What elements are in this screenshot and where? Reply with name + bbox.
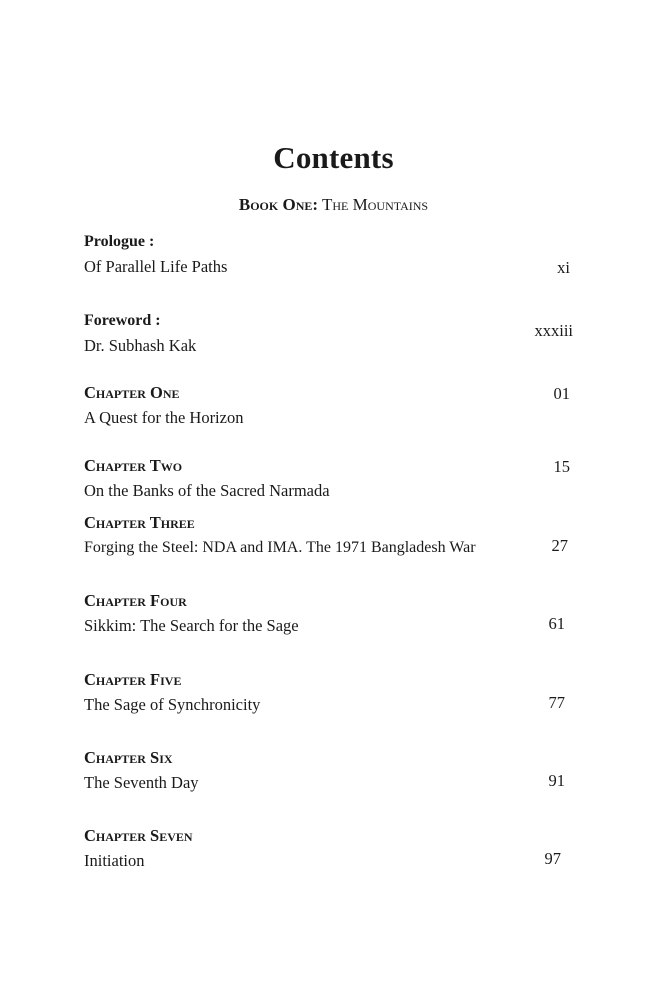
toc-subtitle: A Quest for the Horizon [84,408,244,427]
toc-entry-chapter-seven[interactable] [84,826,574,872]
book-subtitle [0,195,667,215]
toc-heading: Chapter Four [84,591,187,610]
toc-subtitle: The Seventh Day [84,773,199,792]
toc-subtitle: Sikkim: The Search for the Sage [84,616,299,635]
toc-heading: Chapter Three [84,513,195,532]
toc-entry-chapter-six[interactable] [84,748,574,794]
toc-entry-chapter-four[interactable] [84,591,574,637]
toc-entry-chapter-three[interactable] [84,513,574,559]
toc-subtitle: Forging the Steel: NDA and IMA. The 1971 Bangladesh War [84,539,476,556]
toc-page-number: xxxiii [534,321,573,340]
toc-page-number: 97 [544,849,561,868]
toc-entry-prologue[interactable] [84,232,574,278]
toc-page-number: xi [557,258,570,277]
toc-entry-chapter-two[interactable] [84,456,574,502]
toc-heading: Chapter Six [84,748,173,767]
toc-entry-foreword[interactable] [84,311,574,357]
book-number: Book One: [238,195,319,214]
toc-entry-chapter-one[interactable] [84,383,574,429]
page-title: Contents [273,140,394,175]
toc-page-number: 01 [553,384,570,403]
toc-subtitle: The Sage of Synchronicity [84,695,261,714]
toc-page-number: 27 [551,536,568,555]
toc-page-number: 61 [548,614,565,633]
toc-subtitle: Initiation [84,851,145,870]
toc-subtitle: Of Parallel Life Paths [84,257,228,276]
toc-entry-chapter-five[interactable] [84,670,574,716]
toc-heading: Chapter Two [84,456,183,475]
toc-heading: Foreword : [84,312,161,329]
toc-page-number: 91 [548,771,565,790]
toc-heading: Chapter One [84,383,180,402]
toc-page-number: 77 [548,693,565,712]
toc-subtitle: On the Banks of the Sacred Narmada [84,481,330,500]
toc-heading: Chapter Five [84,670,182,689]
toc-heading: Prologue : [84,233,155,250]
book-name: The Mountains [321,195,429,214]
toc-page-number: 15 [553,457,570,476]
toc-heading: Chapter Seven [84,826,193,845]
toc-subtitle: Dr. Subhash Kak [84,336,197,355]
